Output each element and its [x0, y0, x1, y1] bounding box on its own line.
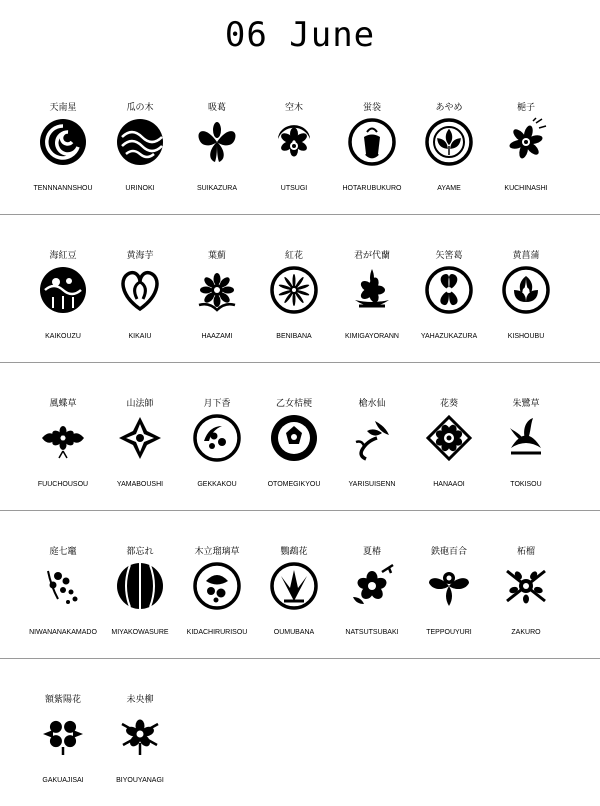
- crest-item: [94, 658, 186, 806]
- crest-romaji-name: UTSUGI: [280, 185, 308, 192]
- crest-romaji-name: TOKISOU: [510, 481, 542, 488]
- crest-romaji-name: MIYAKOWASURE: [111, 629, 169, 636]
- crest-japanese-name: 紅花: [284, 251, 303, 261]
- crest-japanese-name: 未央柳: [126, 695, 154, 705]
- crest-romaji-name: HOTARUBUKURO: [342, 185, 402, 192]
- pogonia-crest-icon: [501, 413, 551, 463]
- crest-romaji-name: KAIKOUZU: [45, 333, 81, 340]
- wave-circle-crest-icon: [115, 117, 165, 167]
- crest-item: [480, 66, 572, 214]
- iris-ring-crest-icon: [424, 117, 474, 167]
- crest-romaji-name: KUCHINASHI: [504, 185, 548, 192]
- crest-japanese-name: 天南星: [49, 103, 77, 113]
- gardenia-crest-icon: [501, 117, 551, 167]
- crest-item: [480, 510, 572, 658]
- camellia-crest-icon: [347, 561, 397, 611]
- crest-row: [0, 362, 600, 511]
- striped-ball-crest-icon: [115, 561, 165, 611]
- crest-row: [0, 510, 600, 659]
- crest-romaji-name: KIKAIU: [128, 333, 152, 340]
- crest-japanese-name: あやめ: [435, 103, 463, 113]
- crest-item: [480, 362, 572, 510]
- crest-romaji-name: BENIBANA: [276, 333, 312, 340]
- crest-japanese-name: 都忘れ: [126, 547, 154, 557]
- crest-romaji-name: TENNNANNSHOU: [33, 185, 93, 192]
- coral-bean-crest-icon: [38, 265, 88, 315]
- crest-japanese-name: 乙女桔梗: [275, 399, 312, 409]
- crest-romaji-name: YAHAZUKAZURA: [420, 333, 478, 340]
- crest-japanese-name: 夏椿: [362, 547, 381, 557]
- crest-romaji-name: OTOMEGIKYOU: [267, 481, 321, 488]
- lily-crest-icon: [424, 561, 474, 611]
- pomegranate-crest-icon: [501, 561, 551, 611]
- crest-romaji-name: HANAAOI: [433, 481, 465, 488]
- heliotrope-ring-crest-icon: [192, 561, 242, 611]
- crest-romaji-name: KISHOUBU: [507, 333, 545, 340]
- crest-japanese-name: 吸葛: [207, 103, 226, 113]
- crest-row: [0, 214, 600, 363]
- crest-japanese-name: 黄菖蒲: [512, 251, 540, 261]
- crest-japanese-name: 朱鷺草: [512, 399, 540, 409]
- lacecap-hydrangea-crest-icon: [38, 709, 88, 759]
- crest-japanese-name: 額紫陽花: [44, 695, 81, 705]
- crescent-flower-crest-icon: [269, 117, 319, 167]
- yellow-iris-crest-icon: [501, 265, 551, 315]
- crest-romaji-name: GAKUAJISAI: [42, 777, 84, 784]
- crest-romaji-name: AYAME: [437, 185, 461, 192]
- crest-japanese-name: 海紅豆: [49, 251, 77, 261]
- crest-romaji-name: KIDACHIRURISOU: [186, 629, 248, 636]
- crest-romaji-name: GEKKAKOU: [197, 481, 237, 488]
- yucca-crest-icon: [347, 265, 397, 315]
- crest-japanese-name: 梔子: [516, 103, 535, 113]
- ixia-crest-icon: [347, 413, 397, 463]
- crest-japanese-name: 月下香: [203, 399, 231, 409]
- crest-japanese-name: 黄海芋: [126, 251, 154, 261]
- crest-romaji-name: NIWANANAKAMADO: [29, 629, 97, 636]
- crest-japanese-name: 風蝶草: [49, 399, 77, 409]
- crest-japanese-name: 柘榴: [516, 547, 535, 557]
- crest-romaji-name: BIYOUYANAGI: [116, 777, 164, 784]
- dogwood-crest-icon: [115, 413, 165, 463]
- crest-japanese-name: 空木: [284, 103, 303, 113]
- crest-japanese-name: 鉄砲百合: [430, 547, 467, 557]
- crest-japanese-name: 木立瑠璃草: [194, 547, 240, 557]
- crest-japanese-name: 庭七竈: [49, 547, 77, 557]
- cleome-crest-icon: [38, 413, 88, 463]
- crest-romaji-name: HAAZAMI: [201, 333, 233, 340]
- crest-romaji-name: URINOKI: [125, 185, 155, 192]
- safflower-ring-crest-icon: [269, 265, 319, 315]
- crest-romaji-name: NATSUTSUBAKI: [345, 629, 399, 636]
- rowan-crest-icon: [38, 561, 88, 611]
- crest-row: [0, 658, 600, 806]
- crest-japanese-name: 花葵: [439, 399, 458, 409]
- crest-japanese-name: 鸚鵡花: [280, 547, 308, 557]
- heliconia-ring-crest-icon: [269, 561, 319, 611]
- crest-row: [0, 66, 600, 215]
- crest-japanese-name: 山法師: [126, 399, 154, 409]
- heart-leaf-crest-icon: [115, 265, 165, 315]
- crest-romaji-name: KIMIGAYORANN: [345, 333, 399, 340]
- butterfly-flower-crest-icon: [192, 117, 242, 167]
- crest-japanese-name: 葉薊: [207, 251, 226, 261]
- hypericum-crest-icon: [115, 709, 165, 759]
- crest-romaji-name: ZAKURO: [511, 629, 541, 636]
- crest-item: [480, 214, 572, 362]
- tuberose-crest-icon: [192, 413, 242, 463]
- crest-romaji-name: OUMUBANA: [273, 629, 315, 636]
- vine-leaf-crest-icon: [424, 265, 474, 315]
- crest-romaji-name: FUUCHOUSOU: [37, 481, 89, 488]
- mallow-lattice-crest-icon: [424, 413, 474, 463]
- crest-japanese-name: 槍水仙: [358, 399, 386, 409]
- crest-romaji-name: YAMABOUSHI: [116, 481, 164, 488]
- page-title: 06 June: [224, 15, 376, 55]
- crest-romaji-name: TEPPOUYURI: [426, 629, 472, 636]
- crest-japanese-name: 矢筈葛: [435, 251, 463, 261]
- thistle-crest-icon: [192, 265, 242, 315]
- swirl-circle-crest-icon: [38, 117, 88, 167]
- bellflower-crest-icon: [347, 117, 397, 167]
- crest-japanese-name: 君が代蘭: [353, 251, 390, 261]
- crest-romaji-name: SUIKAZURA: [196, 185, 238, 192]
- bellflower-ring-crest-icon: [269, 413, 319, 463]
- crest-japanese-name: 瓜の木: [126, 103, 154, 113]
- crest-romaji-name: YARISUISENN: [348, 481, 396, 488]
- crest-japanese-name: 蛍袋: [362, 103, 381, 113]
